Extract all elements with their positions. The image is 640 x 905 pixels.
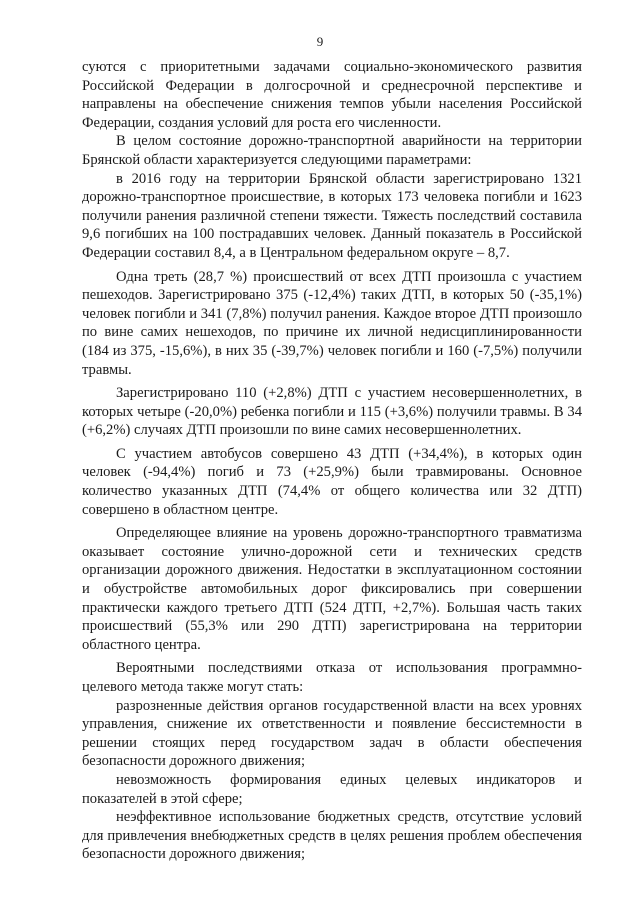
paragraph: Зарегистрировано 110 (+2,8%) ДТП с участием несовершеннолетних, в которых четыре (-20,0%) ребенка погибли и 115 (+3,6%) получили травмы. В 34 (+6,2%) случаях ДТП произошли по вине самих несовершеннолетних. [82,385,582,439]
paragraph: Вероятными последствиями отказа от использования программно-целевого метода также могут стать: [82,660,582,695]
paragraph: разрозненные действия органов государственной власти на всех уровнях управления, снижение их ответственности и появление бессистемности в решении стоящих перед государством задач в области обеспечения безопасности дорожного движения; [82,697,582,770]
paragraph: в 2016 году на территории Брянской области зарегистрировано 1321 дорожно-транспортное происшествие, в которых 173 человека погибли и 1623 получили ранения различной степени тяжести. Тяжесть последствий составила 9,6 погибших на 100 пострадавших человек. Данный показатель в Российской Федерации составил 8,4, а в Центральном федеральном округе – 8,7. [82,170,582,261]
paragraph: Определяющее влияние на уровень дорожно-транспортного травматизма оказывает состояние улично-дорожной сети и технических средств организации дорожного движения. Недостатки в эксплуатационном состоянии и обустройстве автомобильных дорог фиксировались при совершении практически каждого третьего ДТП (524 ДТП, +2,7%). Большая часть таких происшествий (55,3% или 290 ДТП) зарегистрирована на территории областного центра. [82,525,582,653]
paragraph: Одна треть (28,7 %) происшествий от всех ДТП произошла с участием пешеходов. Зарегистрировано 375 (-12,4%) таких ДТП, в которых 50 (-35,1%) человек погибли и 341 (7,8%) получил ранения. Каждое второе ДТП произошло по вине самих нешеходов, по причине их личной недисциплинированности (184 из 375, -15,6%), в них 35 (-39,7%) человек погибли и 160 (-7,5%) получили травмы. [82,268,582,378]
paragraph: В целом состояние дорожно-транспортной аварийности на территории Брянской области характеризуется следующими параметрами: [82,133,582,168]
paragraph: неэффективное использование бюджетных средств, отсутствие условий для привлечения внебюджетных средств в целях решения проблем обеспечения безопасности дорожного движения; [82,809,582,863]
page-number: 9 [316,34,324,49]
body-text [82,58,582,864]
paragraph: суются с приоритетными задачами социально-экономического развития Российской Федерации в долгосрочной и среднесрочной перспективе и направлены на обеспечение снижения темпов убыли населения Российской Федерации, создания условий для роста его численности. [82,59,582,131]
paragraph: невозможность формирования единых целевых индикаторов и показателей в этой сфере; [82,771,582,807]
paragraph: С участием автобусов совершено 43 ДТП (+34,4%), в которых один человек (-94,4%) погиб и 73 (+25,9%) были травмированы. Основное количество указанных ДТП (74,4% от общего количества или 32 ДТП) совершено в областном центре. [82,445,582,518]
